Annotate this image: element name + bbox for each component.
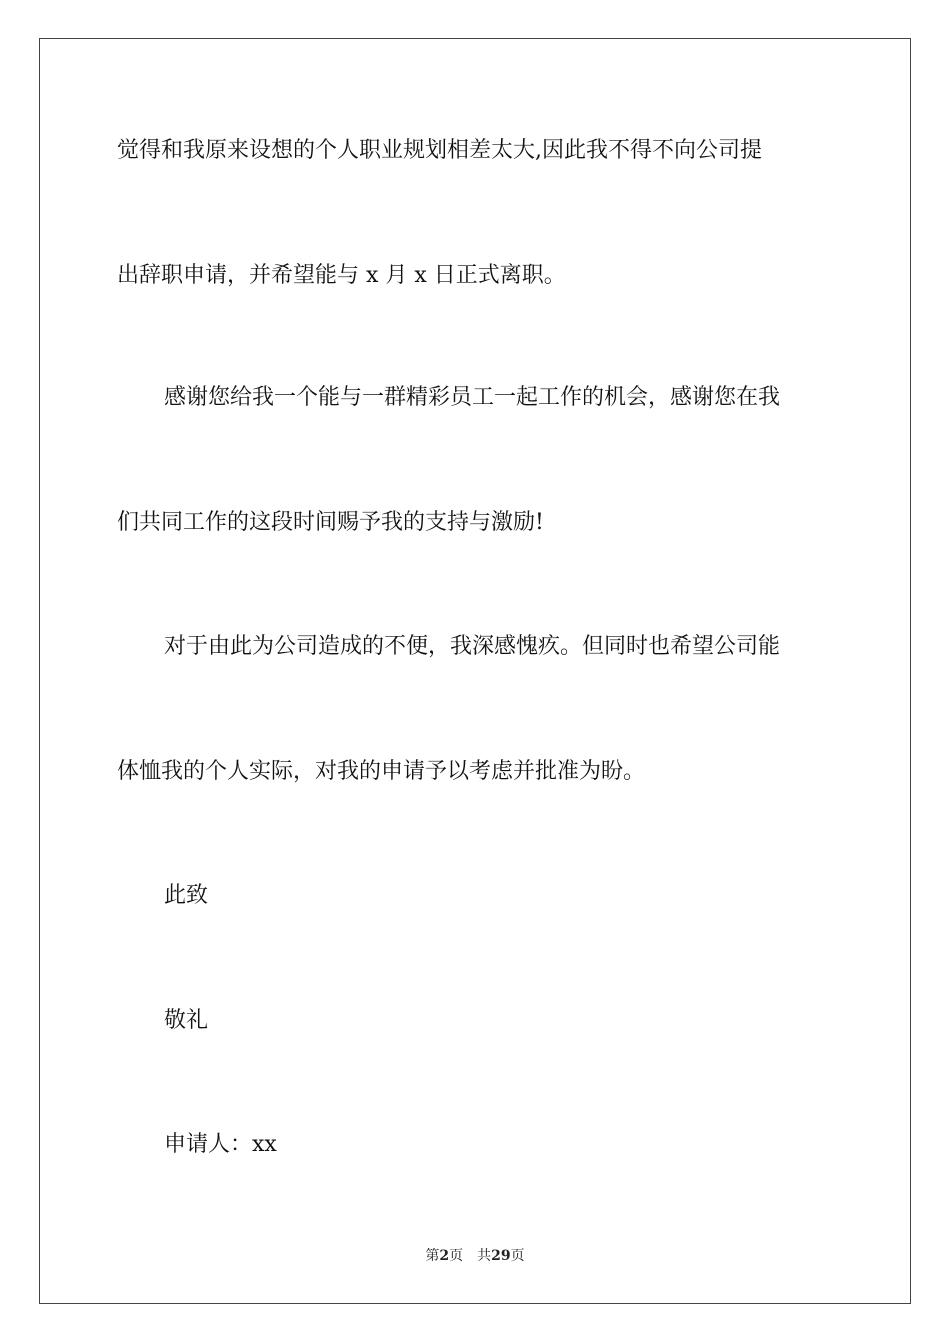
- body-line-1: 觉得和我原来设想的个人职业规划相差太大,因此我不得不向公司提: [117, 138, 762, 163]
- footer-page-suffix: 页: [449, 1248, 464, 1264]
- body-line-2: 出辞职申请，并希望能与 x 月 x 日正式离职。: [117, 263, 566, 288]
- footer-page-prefix: 第: [425, 1248, 440, 1264]
- footer-total-number: 29: [491, 1248, 511, 1264]
- body-line-3: 感谢您给我一个能与一群精彩员工一起工作的机会，感谢您在我: [164, 385, 781, 410]
- footer-page-number: 2: [439, 1248, 450, 1264]
- body-line-4: 们共同工作的这段时间赐予我的支持与激励!: [117, 510, 544, 535]
- applicant-signature: 申请人：xx: [164, 1132, 277, 1157]
- closing-regards: 敬礼: [164, 1008, 209, 1033]
- footer-total-prefix: 共: [477, 1248, 492, 1264]
- body-line-6: 体恤我的个人实际，对我的申请予以考虑并批准为盼。: [117, 759, 646, 784]
- footer-total-suffix: 页: [510, 1248, 525, 1264]
- page-footer: [0, 1246, 950, 1266]
- page-border: [39, 38, 911, 1304]
- body-line-5: 对于由此为公司造成的不便，我深感愧疚。但同时也希望公司能: [164, 634, 781, 659]
- closing-salutation: 此致: [164, 883, 209, 908]
